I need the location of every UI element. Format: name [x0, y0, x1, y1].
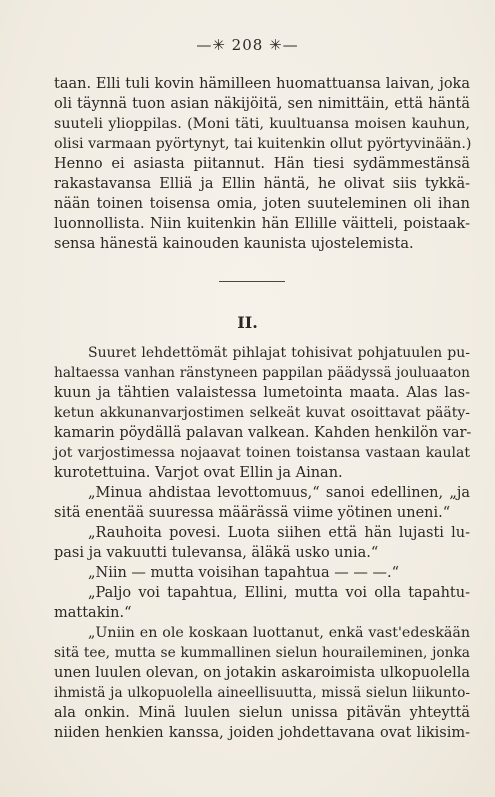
text-line: rakastavansa Elliä ja Ellin häntä, he olivat siis tykkä-	[54, 176, 470, 192]
text-line: kuun ja tähtien valaistessa lumetointa maata. Alas las-	[54, 385, 470, 401]
text-line: „Minua ahdistaa levottomuus,“ sanoi edellinen, „ja	[88, 485, 470, 501]
text-line: luonnollista. Niin kuitenkin hän Ellille väitteli, poistaak-	[54, 216, 470, 232]
text-line: Henno ei asiasta piitannut. Hän tiesi sydämmestänsä	[54, 156, 470, 172]
text-line: sensa hänestä kainouden kaunista ujostelemista.	[54, 236, 414, 252]
text-line: suuteli ylioppilas. (Moni täti, kuultuansa moisen kauhun,	[54, 116, 470, 132]
text-line: „Niin — mutta voisihan tapahtua — — —.“	[88, 565, 399, 581]
text-line: oli täynnä tuon asian näkijöitä, sen nimittäin, että häntä	[54, 96, 470, 112]
text-line: kamarin pöydällä palavan valkean. Kahden henkilön var-	[54, 425, 472, 441]
text-line: niiden henkien kanssa, joiden johdettavana ovat likisim-	[54, 725, 470, 741]
text-line: ihmistä ja ulkopuolella aineellisuutta, missä sielun liikunto-	[54, 685, 470, 701]
text-line: mattakin.“	[54, 605, 132, 621]
text-line: ketun akkunanvarjostimen selkeät kuvat osoittavat pääty-	[54, 405, 470, 421]
text-line: pasi ja vakuutti tulevansa, äläkä usko unia.“	[54, 545, 379, 561]
text-line: jot varjostimessa nojaavat toinen toistansa vastaan kaulat	[54, 445, 470, 461]
section-one-text	[54, 74, 470, 254]
page-header: —✳ 208 ✳—	[196, 36, 299, 54]
text-line: „Rauhoita povesi. Luota siihen että hän lujasti lu-	[88, 525, 470, 541]
text-line: sitä enentää suuressa määrässä viime yötinen uneni.“	[54, 505, 451, 521]
chapter-heading: II.	[237, 313, 258, 332]
text-line: unen luulen olevan, on jotakin askaroimista ulkopuolella	[54, 665, 470, 681]
text-line: nään toinen toisensa omia, joten suuteleminen oli ihan	[54, 196, 470, 212]
text-line: ala onkin. Minä luulen sielun unissa pitävän yhteyttä	[54, 705, 470, 721]
text-line: taan. Elli tuli kovin hämilleen huomattuansa laivan, joka	[54, 76, 470, 92]
text-line: Suuret lehdettömät pihlajat tohisivat pohjatuulen pu-	[88, 345, 470, 361]
text-line: „Uniin en ole koskaan luottanut, enkä vast'edeskään	[88, 625, 470, 641]
text-line: olisi varmaan pyörtynyt, tai kuitenkin ollut pyörtyvinään.)	[54, 136, 472, 152]
section-two-text	[54, 343, 470, 743]
text-line: kurotettuina. Varjot ovat Ellin ja Ainan.	[54, 465, 343, 481]
text-line: haltaessa vanhan ränstyneen pappilan päädyssä jouluaaton	[54, 365, 470, 381]
text-line: „Paljo voi tapahtua, Ellini, mutta voi olla tapahtu-	[88, 585, 470, 601]
text-line: sitä tee, mutta se kummallinen sielun houraileminen, jonka	[54, 645, 470, 661]
section-divider	[219, 281, 285, 282]
